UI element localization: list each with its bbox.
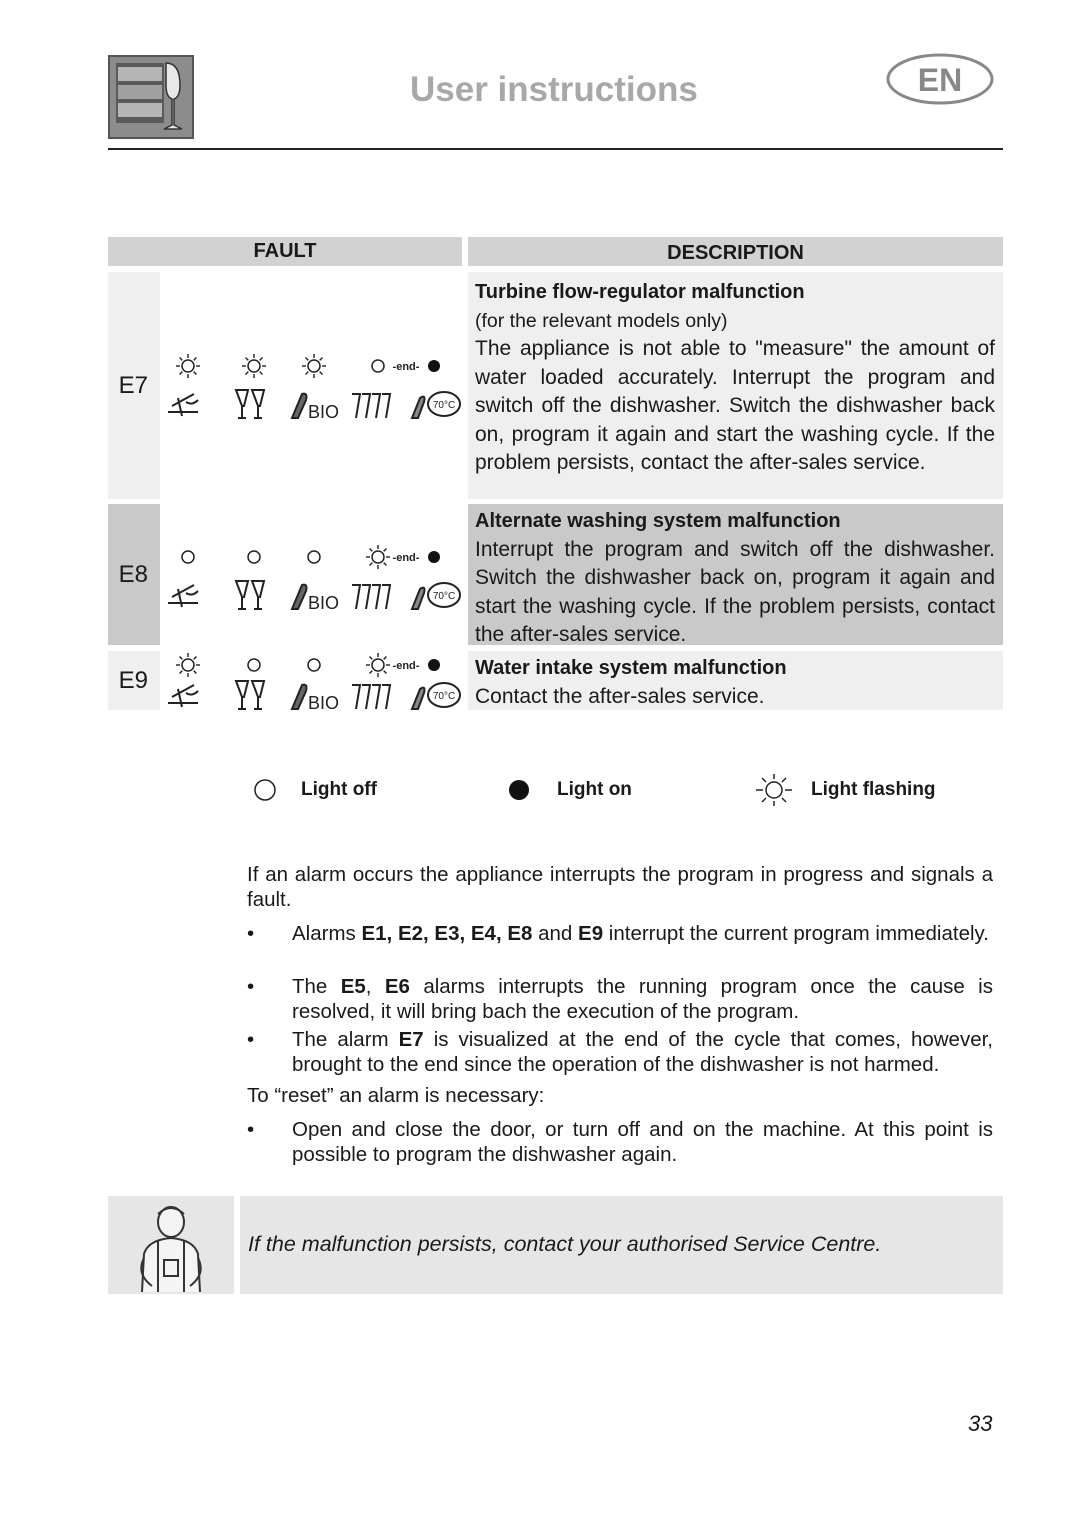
technician-icon <box>108 1196 234 1294</box>
light-1 <box>176 653 200 677</box>
legend-light-off: Light off <box>301 779 377 800</box>
page-title: User instructions <box>410 70 698 109</box>
temperature-label: 70°C <box>432 591 456 602</box>
temperature-label: 70°C <box>432 691 456 702</box>
wash-program-icon <box>352 685 390 709</box>
page-number: 33 <box>968 1411 993 1436</box>
light-1 <box>182 551 194 563</box>
language-label: EN <box>917 62 963 98</box>
bio-program-icon <box>292 394 339 422</box>
fault-code-e8: E8 <box>108 504 160 645</box>
bio-label: BIO <box>308 402 340 422</box>
light-3 <box>308 659 320 671</box>
bullet-icon: • <box>247 1028 255 1051</box>
temp-program-icon <box>412 392 460 418</box>
glass-program-icon <box>236 581 264 609</box>
light-end-left <box>366 653 390 677</box>
fault-text: Contact the after-sales service. <box>475 684 765 708</box>
fault-title: Turbine flow-regulator malfunction <box>475 281 805 303</box>
pots-program-icon <box>168 585 198 607</box>
fault-title: Water intake system malfunction <box>475 657 787 679</box>
light-2 <box>242 354 266 378</box>
language-badge <box>886 53 994 105</box>
pots-program-icon <box>168 685 198 707</box>
fault-description-e8 <box>468 504 1003 645</box>
fault-code-e7: E7 <box>108 272 160 499</box>
indicator-lights-e7 <box>166 352 462 422</box>
bullet-icon: • <box>247 975 255 998</box>
fault-code-e9: E9 <box>108 651 160 710</box>
header-divider <box>108 148 1003 150</box>
bio-label: BIO <box>308 693 340 713</box>
alarm-code: E9 <box>578 922 604 945</box>
description-column-header: DESCRIPTION <box>468 237 1003 266</box>
light-flashing-icon <box>754 772 794 808</box>
temperature-label: 70°C <box>432 400 456 411</box>
reset-paragraph: To “reset” an alarm is necessary: <box>247 1084 545 1107</box>
temp-program-icon <box>412 683 460 709</box>
alarm-codes: E1, E2, E3, E4, E8 <box>361 922 533 945</box>
alarm-code: E7 <box>398 1028 424 1051</box>
light-2 <box>248 551 260 563</box>
fault-column-header: FAULT <box>108 237 462 266</box>
fault-text: Interrupt the program and switch off the dishwasher. Switch the dishwasher back on, program it again and start the washing cycle. If the problem persists, contact the after-sales service. <box>475 537 995 646</box>
light-2 <box>248 659 260 671</box>
light-on-icon <box>507 778 531 802</box>
dishwasher-logo-icon <box>108 55 194 139</box>
fault-description-e7 <box>468 272 1003 499</box>
light-1 <box>176 354 200 378</box>
glass-program-icon <box>236 681 264 709</box>
end-label: -end- <box>392 660 420 672</box>
fault-subtitle: (for the relevant models only) <box>475 309 728 332</box>
bio-program-icon <box>292 685 339 713</box>
end-label: -end- <box>392 552 420 564</box>
light-end-right <box>428 659 440 671</box>
fault-text: The appliance is not able to "measure" the amount of water loaded accurately. Interrupt the program and switch off the dishwasher. Switch the dishwasher back on, program it again and start the washing cycle. If the problem persists, contact the after-sales service. <box>475 337 995 474</box>
alarm-intro-paragraph: If an alarm occurs the appliance interrupts the program in progress and signals a fault. <box>247 863 993 911</box>
indicator-lights-e8 <box>166 543 462 613</box>
light-end-right <box>428 360 440 372</box>
wash-program-icon <box>352 394 390 418</box>
light-end-right <box>428 551 440 563</box>
bullet-icon: • <box>247 1118 255 1141</box>
light-3 <box>308 551 320 563</box>
fault-title: Alternate washing system malfunction <box>475 510 841 532</box>
light-end-left <box>366 545 390 569</box>
service-note-text: If the malfunction persists, contact your authorised Service Centre. <box>248 1232 882 1256</box>
end-label: -end- <box>392 361 420 373</box>
fault-description-e9 <box>468 651 1003 710</box>
bio-label: BIO <box>308 593 340 613</box>
bullet-icon: • <box>247 922 255 945</box>
wash-program-icon <box>352 585 390 609</box>
indicator-lights-e9 <box>166 651 462 713</box>
light-off-icon <box>253 778 277 802</box>
bio-program-icon <box>292 585 339 613</box>
legend-light-flashing: Light flashing <box>811 779 936 800</box>
pots-program-icon <box>168 394 198 416</box>
alarm-code: E5 <box>340 975 366 998</box>
light-end-left <box>372 360 384 372</box>
temp-program-icon <box>412 583 460 609</box>
alarm-code: E6 <box>384 975 410 998</box>
legend-light-on: Light on <box>557 779 632 800</box>
glass-program-icon <box>236 390 264 418</box>
light-3 <box>302 354 326 378</box>
